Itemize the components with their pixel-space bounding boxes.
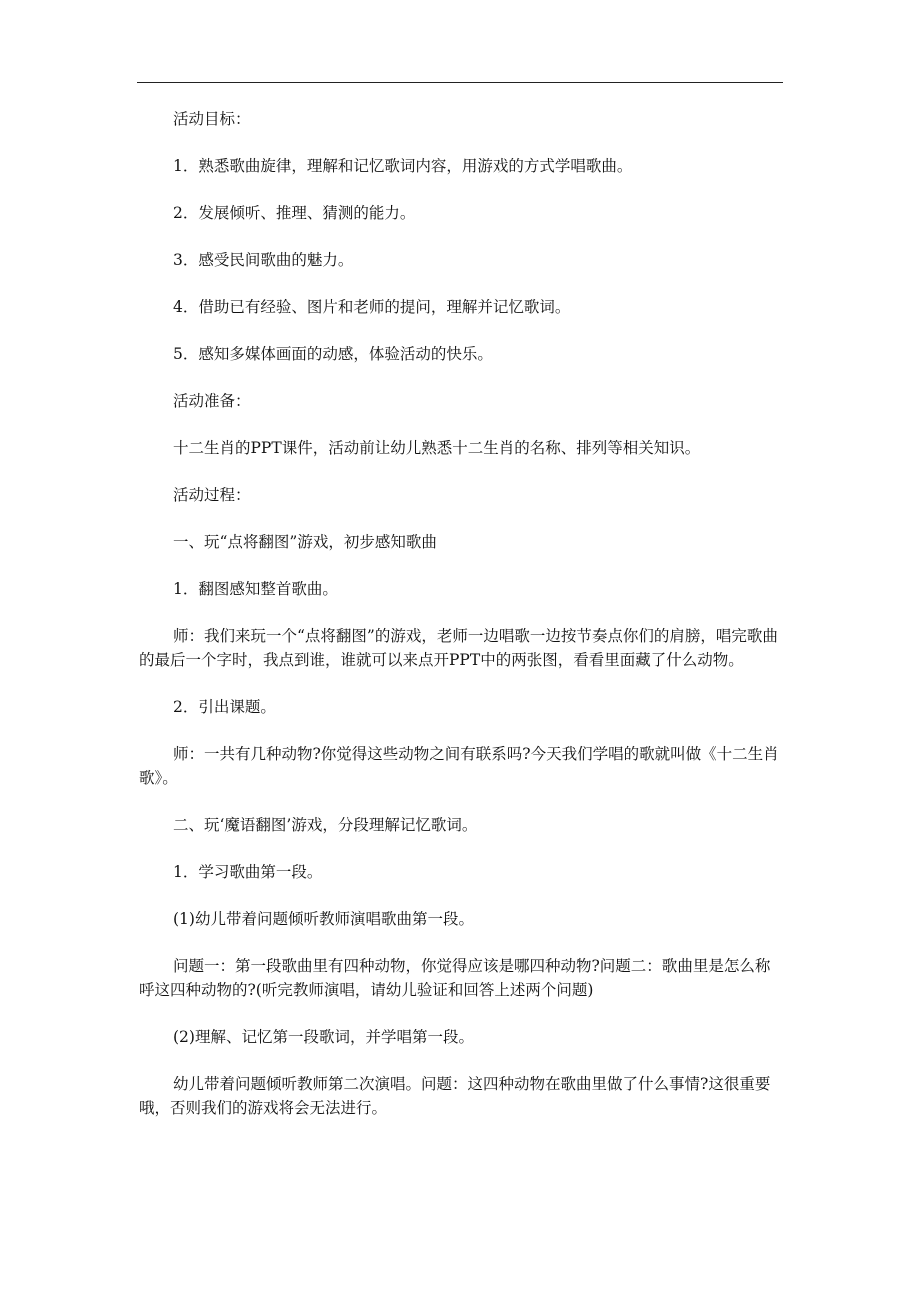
- document-body: [139, 107, 783, 1120]
- goal-item-5: 5．感知多媒体画面的动感，体验活动的快乐。: [173, 345, 493, 363]
- step-2-1: 1．学习歌曲第一段。: [173, 863, 323, 881]
- teacher-speech-1: 师：我们来玩一个“点将翻图”的游戏，老师一边唱歌一边按节奏点你们的肩膀，唱完歌曲的最后一个字时，我点到谁，谁就可以来点开PPT中的两张图，看看里面藏了什么动物。: [139, 627, 778, 669]
- heading-activity-goals: 活动目标：: [173, 110, 251, 128]
- questions-text: 问题一：第一段歌曲里有四种动物，你觉得应该是哪四种动物?问题二：歌曲里是怎么称呼这四种动物的?(听完教师演唱，请幼儿验证和回答上述两个问题): [139, 957, 771, 999]
- substep-2-1-2: (2)理解、记忆第一段歌词，并学唱第一段。: [173, 1028, 474, 1046]
- step-1-1: 1．翻图感知整首歌曲。: [173, 580, 338, 598]
- heading-activity-process: 活动过程：: [173, 486, 251, 504]
- substep-2-1-1: (1)幼儿带着问题倾听教师演唱歌曲第一段。: [173, 910, 474, 928]
- step-1-2: 2．引出课题。: [173, 698, 276, 716]
- header-rule: [137, 82, 783, 83]
- heading-activity-preparation: 活动准备：: [173, 392, 251, 410]
- goal-item-3: 3．感受民间歌曲的魅力。: [173, 251, 354, 269]
- goal-item-2: 2．发展倾听、推理、猜测的能力。: [173, 204, 416, 222]
- preparation-text: 十二生肖的PPT课件，活动前让幼儿熟悉十二生肖的名称、排列等相关知识。: [173, 439, 701, 457]
- second-listening-text: 幼儿带着问题倾听教师第二次演唱。问题：这四种动物在歌曲里做了什么事情?这很重要哦，否则我们的游戏将会无法进行。: [139, 1075, 771, 1117]
- section-heading-1: 一、玩“点将翻图”游戏，初步感知歌曲: [173, 533, 437, 551]
- teacher-speech-2: 师：一共有几种动物?你觉得这些动物之间有联系吗?今天我们学唱的歌就叫做《十二生肖歌》。: [139, 745, 779, 787]
- section-heading-2: 二、玩‘魔语翻图’游戏，分段理解记忆歌词。: [173, 816, 478, 834]
- goal-item-1: 1．熟悉歌曲旋律，理解和记忆歌词内容，用游戏的方式学唱歌曲。: [173, 157, 633, 175]
- goal-item-4: 4．借助已有经验、图片和老师的提问，理解并记忆歌词。: [173, 298, 571, 316]
